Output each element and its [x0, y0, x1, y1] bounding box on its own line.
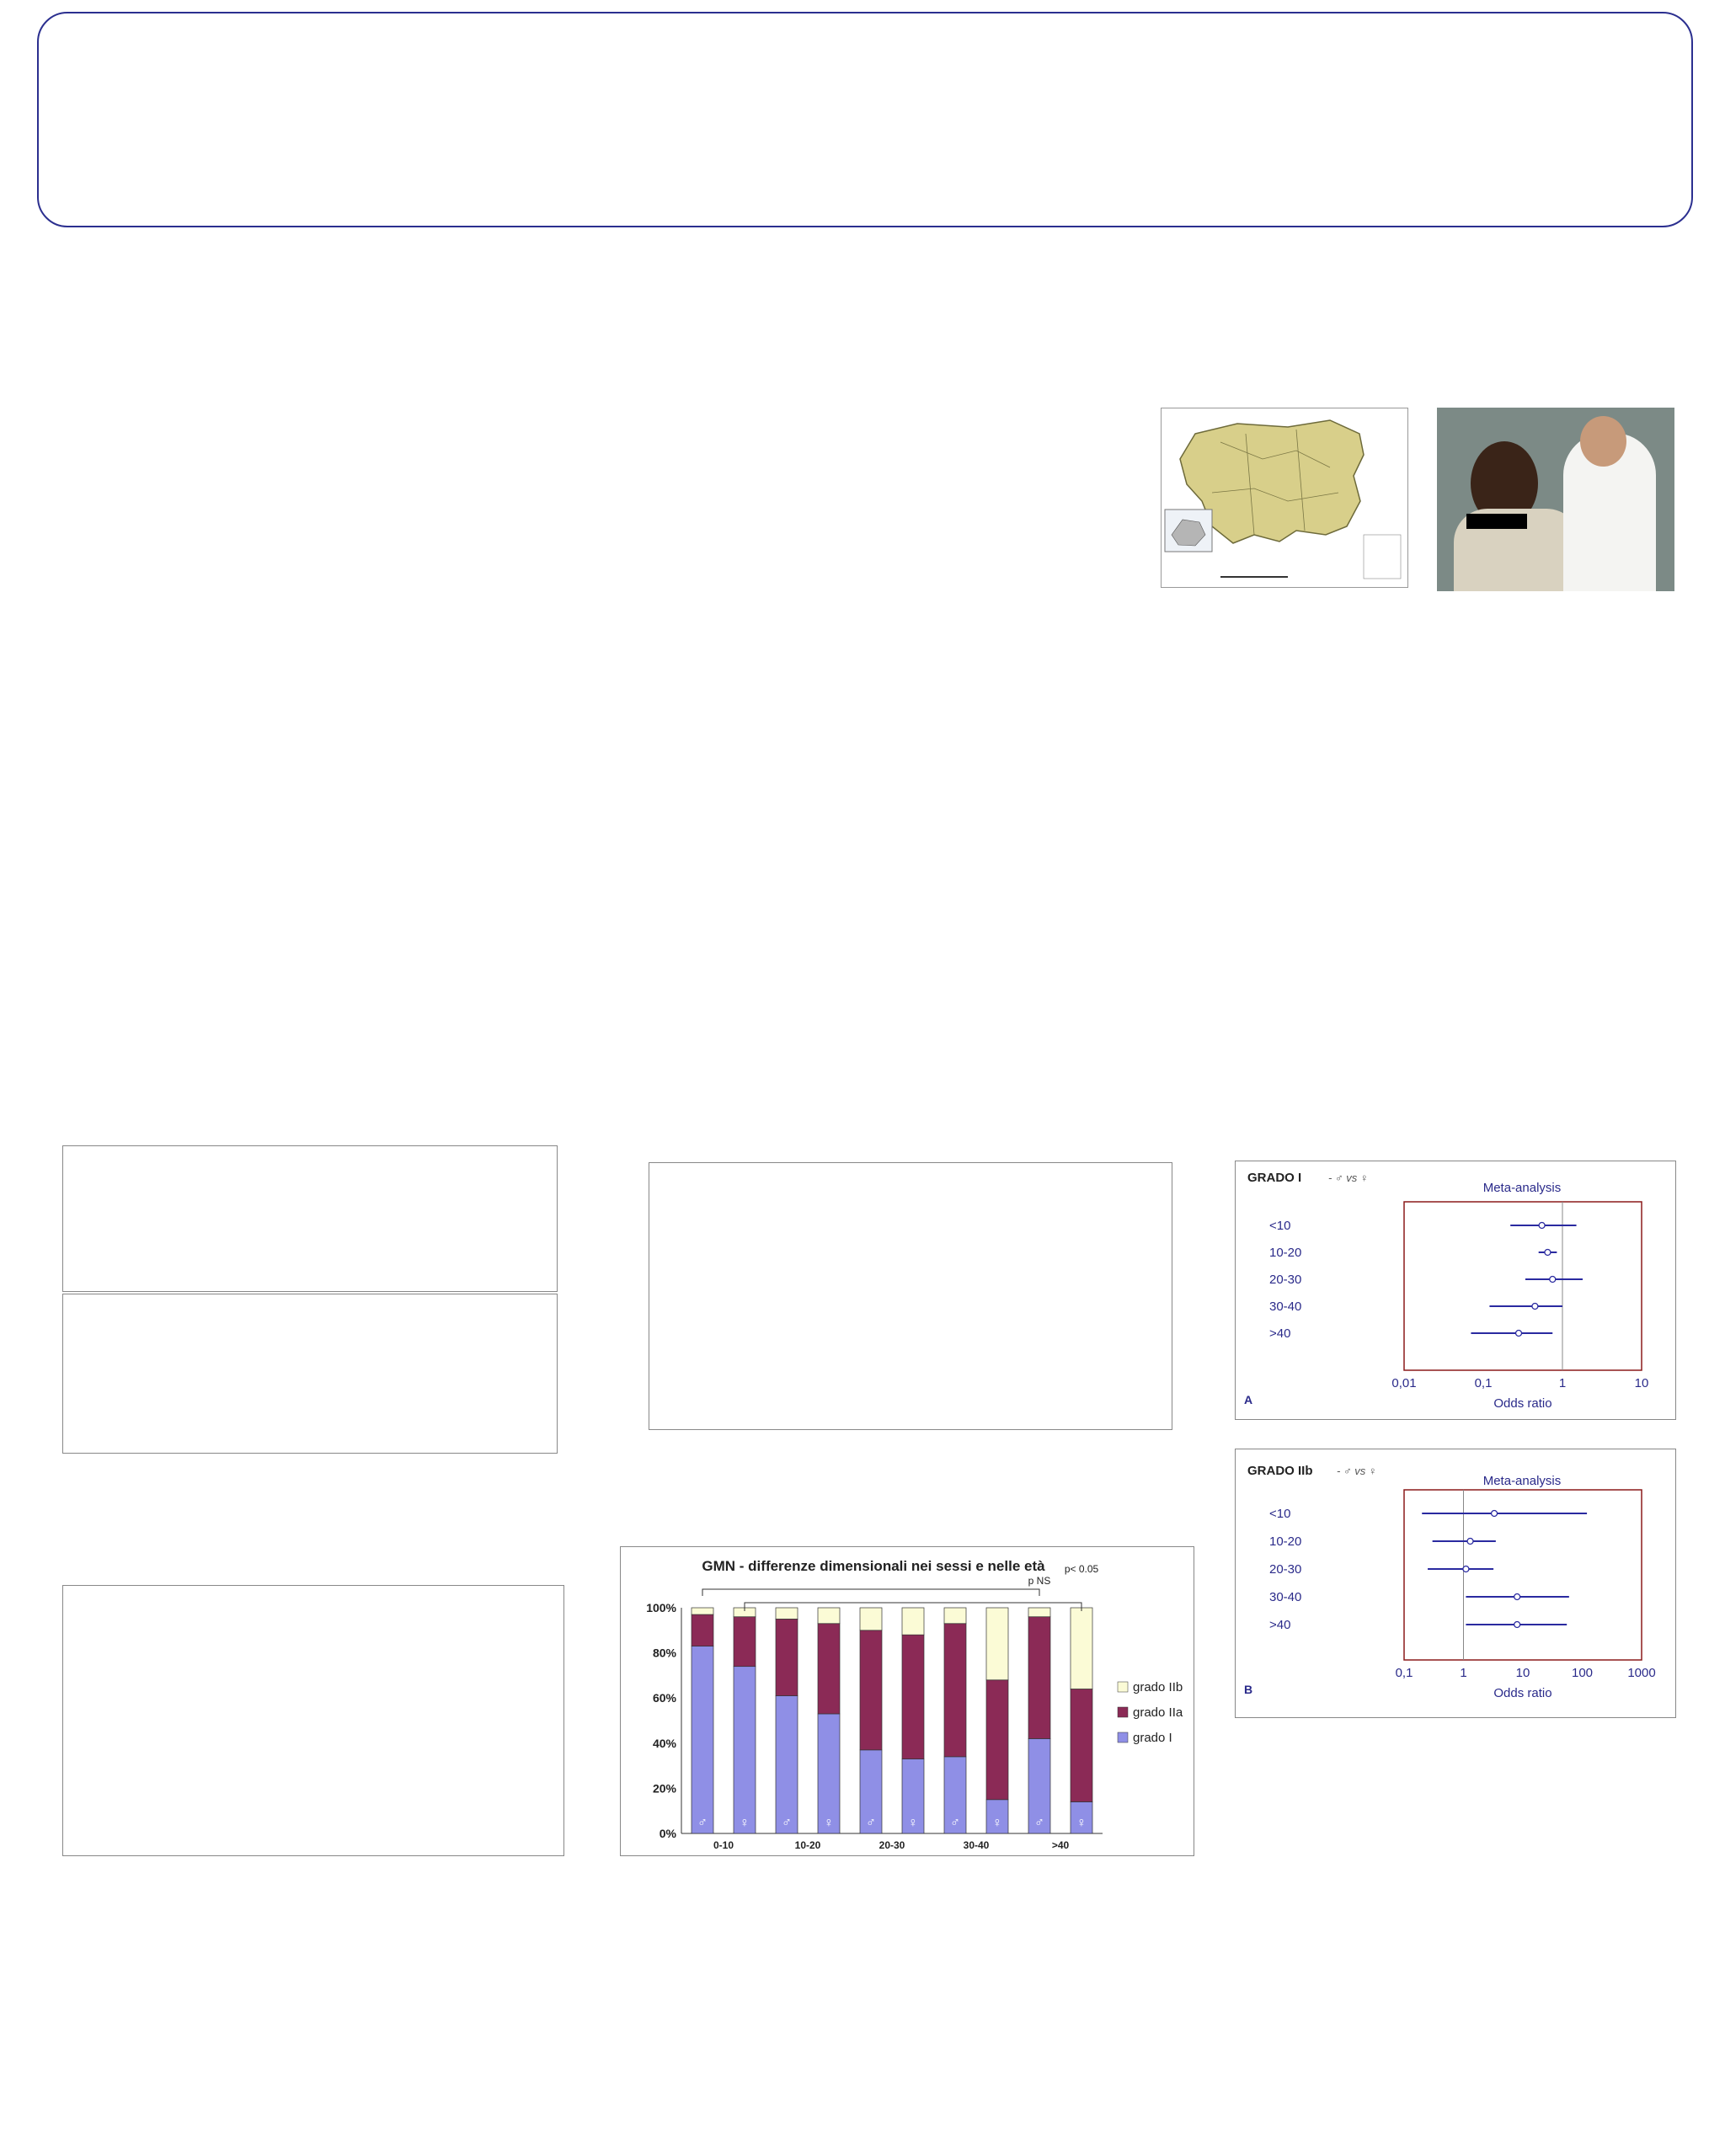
y-tick-label: 100% — [646, 1601, 676, 1614]
chart-subtitle: Meta-analysis — [1482, 1181, 1562, 1195]
x-tick-label: 0,01 — [1391, 1376, 1417, 1390]
stacked-bar-segment — [944, 1608, 966, 1624]
stacked-bar-segment — [902, 1635, 924, 1758]
stacked-bar-segment — [818, 1608, 840, 1624]
stacked-bar-segment — [860, 1608, 882, 1630]
x-axis-label: Odds ratio — [1493, 1396, 1552, 1411]
stacked-bar-segment — [902, 1608, 924, 1635]
stacked-bar-segment — [692, 1614, 713, 1646]
category-label: <10 — [1269, 1507, 1291, 1521]
chart-title: GRADO IIb — [1247, 1464, 1313, 1478]
legend-swatch — [1118, 1732, 1128, 1742]
privacy-bar — [1466, 514, 1527, 529]
legend-label: grado IIa — [1133, 1705, 1183, 1720]
stacked-bar-segment — [776, 1696, 798, 1833]
category-label: 20-30 — [1269, 1562, 1302, 1577]
sex-symbol-label: ♀ — [740, 1816, 750, 1830]
figure-2-photo — [1437, 408, 1674, 591]
stacked-bar-segment — [818, 1624, 840, 1714]
chart-subtitle: Meta-analysis — [1482, 1474, 1562, 1488]
odds-ratio-point — [1516, 1331, 1522, 1337]
odds-ratio-point — [1492, 1511, 1498, 1517]
x-tick-label: 1 — [1558, 1376, 1567, 1390]
y-tick-label: 80% — [652, 1646, 676, 1660]
legend-swatch — [1118, 1682, 1128, 1692]
bar-chart-sex — [649, 1163, 1172, 1429]
stacked-bar-segment — [860, 1630, 882, 1750]
p-value-label: p< 0.05 — [1064, 1563, 1099, 1575]
figure-1-map — [1161, 408, 1408, 588]
sex-symbol-label: ♀ — [824, 1816, 834, 1830]
tigray-map-svg — [1162, 408, 1407, 587]
x-tick-label: 10 — [1634, 1376, 1649, 1390]
bar-chart-age — [63, 1586, 563, 1855]
odds-ratio-point — [1532, 1304, 1538, 1310]
chart-title: GMN - differenze dimensionali nei sessi e nelle età — [702, 1558, 1045, 1574]
stacked-bar-chart — [621, 1547, 1194, 1855]
category-label: 30-40 — [1269, 1299, 1302, 1314]
x-tick-label: 30-40 — [963, 1839, 990, 1851]
category-label: 10-20 — [1269, 1246, 1302, 1260]
significance-bracket — [702, 1589, 1039, 1596]
legend-swatch — [1118, 1707, 1128, 1717]
category-label: >40 — [1269, 1326, 1291, 1341]
plot-frame — [1404, 1490, 1642, 1660]
figure-5-chart — [649, 1162, 1172, 1430]
odds-ratio-point — [1467, 1539, 1473, 1545]
stacked-bar-segment — [692, 1608, 713, 1614]
stacked-bar-segment — [986, 1680, 1008, 1800]
sex-symbol-label: ♀ — [908, 1816, 918, 1830]
panel-label: B — [1244, 1683, 1253, 1696]
sex-symbol-label: ♂ — [782, 1816, 792, 1830]
figure-4b-chart — [62, 1294, 558, 1454]
category-label: 10-20 — [1269, 1534, 1302, 1549]
category-label: 30-40 — [1269, 1590, 1302, 1604]
category-label: 20-30 — [1269, 1273, 1302, 1287]
forest-plot-b — [1236, 1449, 1675, 1717]
stacked-bar-segment — [776, 1619, 798, 1695]
x-tick-label: 0-10 — [713, 1839, 734, 1851]
figure-4a-chart — [62, 1145, 558, 1292]
y-tick-label: 0% — [659, 1827, 676, 1840]
stacked-bar-segment — [692, 1646, 713, 1833]
y-tick-label: 20% — [652, 1781, 676, 1796]
category-label: >40 — [1269, 1618, 1291, 1632]
stacked-bar-segment — [734, 1617, 756, 1667]
chart-title: GRADO I — [1247, 1171, 1302, 1185]
pie-chart-b — [63, 1294, 557, 1453]
forest-plot-a — [1236, 1161, 1675, 1419]
figure-3-photo-grid — [950, 680, 1674, 1019]
figure-6a-chart — [1235, 1161, 1676, 1420]
x-tick-label: 10-20 — [794, 1839, 821, 1851]
x-tick-label: 1 — [1460, 1666, 1467, 1680]
stacked-bar-segment — [1028, 1617, 1050, 1739]
header-box — [37, 12, 1693, 227]
sex-symbol-label: ♂ — [950, 1816, 960, 1830]
stacked-bar-segment — [944, 1624, 966, 1757]
map-title-box — [1351, 413, 1403, 424]
sex-symbol-label: ♂ — [697, 1816, 708, 1830]
odds-ratio-point — [1539, 1223, 1545, 1229]
p-value-label: p NS — [1028, 1575, 1051, 1587]
y-tick-label: 40% — [652, 1736, 676, 1750]
odds-ratio-point — [1514, 1622, 1520, 1628]
stacked-bar-segment — [1071, 1689, 1092, 1801]
stacked-bar-segment — [986, 1608, 1008, 1680]
y-tick-label: 60% — [652, 1691, 676, 1705]
stacked-bar-segment — [1071, 1608, 1092, 1689]
x-tick-label: 20-30 — [879, 1839, 905, 1851]
legend-label: grado IIb — [1133, 1680, 1183, 1694]
sex-symbol-label: ♂ — [1034, 1816, 1044, 1830]
x-tick-label: 0,1 — [1474, 1376, 1493, 1390]
odds-ratio-point — [1550, 1277, 1556, 1283]
odds-ratio-point — [1463, 1566, 1469, 1572]
odds-ratio-point — [1514, 1594, 1520, 1600]
map-legend — [1364, 535, 1401, 579]
chart-title-suffix: - ♂ vs ♀ — [1337, 1465, 1377, 1477]
chart-title-suffix: - ♂ vs ♀ — [1328, 1171, 1369, 1184]
plot-frame — [1404, 1202, 1642, 1370]
stacked-bar-segment — [734, 1667, 756, 1833]
x-tick-label: 0,1 — [1395, 1666, 1413, 1680]
stacked-bar-segment — [776, 1608, 798, 1619]
sex-symbol-label: ♀ — [992, 1816, 1002, 1830]
category-label: <10 — [1269, 1219, 1291, 1233]
figure-8-chart — [620, 1546, 1194, 1856]
sex-symbol-label: ♂ — [866, 1816, 876, 1830]
doctor-head — [1580, 416, 1626, 467]
x-tick-label: 10 — [1515, 1666, 1530, 1680]
x-tick-label: >40 — [1051, 1839, 1070, 1851]
stacked-bar-segment — [1028, 1608, 1050, 1617]
panel-label: A — [1244, 1393, 1253, 1406]
legend-label: grado I — [1133, 1731, 1172, 1745]
figure-6b-chart — [1235, 1449, 1676, 1718]
x-tick-label: 1000 — [1627, 1666, 1656, 1680]
figure-7-chart — [62, 1585, 564, 1856]
sex-symbol-label: ♀ — [1076, 1816, 1087, 1830]
pie-chart-a — [63, 1146, 557, 1291]
odds-ratio-point — [1545, 1250, 1551, 1256]
x-tick-label: 100 — [1571, 1666, 1594, 1680]
x-axis-label: Odds ratio — [1493, 1686, 1552, 1700]
